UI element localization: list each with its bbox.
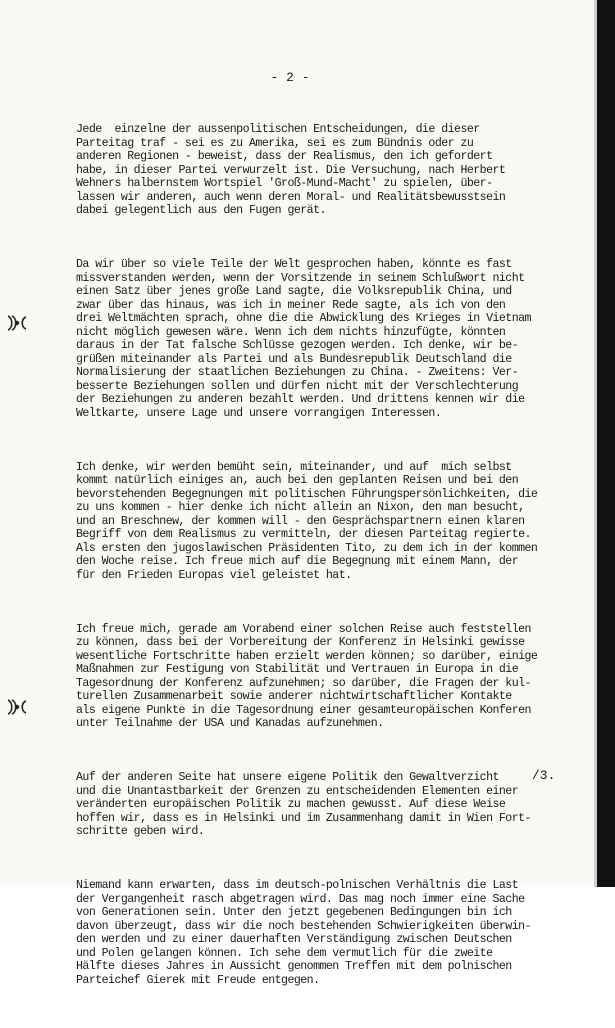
page-number: - 2 - [270,70,310,85]
body-text [76,96,596,1028]
paragraph-4: Ich freue mich, gerade am Vorabend einer solchen Reise auch feststellen zu können, dass bei der Vorbereitung der Konferenz in Helsinki gewisse wesentliche Fortschritte haben erzielt werden können; so darüber, einige Maßnahmen zur Festigung von Stabilität und Vertrauen in Europa in die Tagesordnung der Konferenz aufzunehmen; so darüber, die Fragen der kul- turellen Zusammenarbeit sowie anderer nichtwirtschaftlicher Kontakte als eigene Punkte in die Tagesordnung einer gesamteuropäischen Konferen unter Teilnahme der USA und Kanadas aufzunehmen. [76,622,538,730]
punch-hole-icon [5,314,33,332]
paragraph-3: Ich denke, wir werden bemüht sein, miteinander, und auf mich selbst kommt natürlich einiges an, auch bei den geplanten Reisen und bei den bevorstehenden Begegnungen mit politischen Führungspersönlichkeiten, die zu uns kommen - hier denke ich nicht allein an Nixon, den man besucht, und an Breschnew, der kommen will - den Gesprächspartnern einen klaren Begriff von dem Realismus zu vermitteln, der diesen Parteitag regierte. Als ersten den jugoslawischen Präsidenten Tito, zu dem ich in der kommen den Woche reise. Ich freue mich auf die Begegnung mit einem Mann, der für den Frieden Europas viel geleistet hat. [76,460,538,582]
scan-border [597,0,615,887]
paragraph-5: Auf der anderen Seite hat unsere eigene Politik den Gewaltverzicht und die Unantastbarkeit der Grenzen zu entscheidenden Elementen einer veränderten europäischen Politik zu machen gewusst. Auf diese Weise hoffen wir, dass es in Helsinki und im Zusammenhang damit in Wien Fort- schritte geben wird. [76,771,531,838]
punch-hole-icon [5,698,33,716]
paragraph-1: Jede einzelne der aussenpolitischen Entscheidungen, die dieser Parteitag traf - sei es zu Amerika, sei es zum Bündnis oder zu anderen Regionen - beweist, dass der Realismus, den ich gefordert habe, in dieser Partei verwurzelt ist. Die Versuchung, nach Herbert Wehners halbernstem Wortspiel 'Groß-Mund-Macht' zu spielen, über- lassen wir anderen, auch wenn deren Moral- und Realitätsbewusstsein dabei gelegentlich aus den Fugen gerät. [76,123,506,217]
paragraph-6: Niemand kann erwarten, dass im deutsch-polnischen Verhältnis die Last der Vergangenheit rasch abgetragen wird. Das mag noch immer eine Sache von Generationen sein. Unter den jetzt gegebenen Bedingungen bin ich davon überzeugt, dass wir die noch bestehenden Schwierigkeiten überwin- den werden und zu einer dauerhaften Verständigung zwischen Deutschen und Polen gelangen können. Ich sehe dem vermutlich für die zweite Hälfte dieses Jahres in Aussicht genommen Treffen mit dem polnischen Parteichef Gierek mit Freude entgegen. [76,879,531,987]
next-page-marker: /3. [532,768,556,783]
paragraph-2: Da wir über so viele Teile der Welt gesprochen haben, könnte es fast missverstanden werden, wenn der Vorsitzende in seinem Schlußwort nicht einen Satz über jenes große Land sagte, die Volksrepublik China, und zwar über das hinaus, was ich in meiner Rede sagte, als ich von den drei Weltmächten sprach, ohne die die Abwicklung des Krieges in Vietnam nicht möglich gewesen wäre. Wenn ich dem nichts hinzufügte, könnten daraus in der Tat falsche Schlüsse gezogen werden. Ich denke, wir be- grüßen miteinander als Partei und als Bundesrepublik Deutschland die Normalisierung der staatlichen Beziehungen zu China. - Zweitens: Ver- besserte Beziehungen sollen und dürfen nicht mit der Verschlechterung der Beziehungen zu anderen bezahlt werden. Und drittens kennen wir die Weltkarte, unsere Lage und unsere vorrangigen Interessen. [76,258,531,420]
